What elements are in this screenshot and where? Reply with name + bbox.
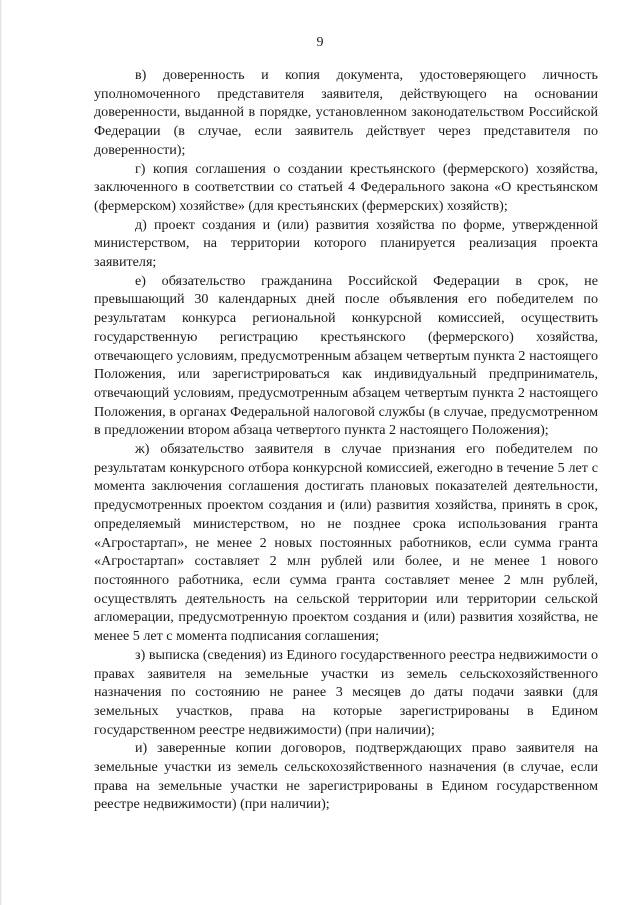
paragraph-text: обязательство гражданина Российской Федерации в срок, не превышающий 30 календарных дней после объявления его победителем по результатам конкурса региональной конкурсной комиссией, осуществить государственную регистрацию крестьянского (фермерского) хозяйства, отвечающего условиям, предусмотренным абзацем четвертым пункта 2 настоящего Положения, или зарегистрироваться как индивидуальный предприниматель, отвечающий условиям, предусмотренным абзацем четвертым пункта 2 настоящего Положения, в органах Федеральной налоговой службы (в случае, предусмотренном в предложении втором абзаца четвертого пункта 2 настоящего Положения); (94, 272, 598, 439)
paragraph-label: в) (135, 67, 147, 83)
document-body (94, 66, 598, 814)
paragraph-z (94, 646, 598, 740)
paragraph-label: з) (135, 646, 146, 663)
paragraph-label: ж) (135, 441, 150, 458)
paragraph-text: обязательство заявителя в случае признания его победителем по результатам конкурсного отбора конкурсной комиссией, ежегодно в течение 5 лет с момента заключения соглашения достигать плановых показателей деятельности, предусмотренных проектом создания и (или) развития хозяйства, принять в срок, определяемый министерством, но не позднее срока использования гранта «Агростартап», не менее 2 новых постоянных работников, если сумма гранта «Агростартап» составляет 2 млн рублей или более, и не менее 1 нового постоянного работника, если сумма гранта составляет менее 2 млн рублей, осуществлять деятельность на сельской территории или территории сельской агломерации, предусмотренную проектом создания и (или) развития хозяйства, не менее 5 лет с момента подписания соглашения; (94, 441, 598, 645)
paragraph-d (94, 216, 598, 272)
paragraph-text: заверенные копии договоров, подтверждающих право заявителя на земельные участки из земель сельскохозяйственного назначения (в случае, если права на земельные участки не зарегистрированы в Едином государственном реестре недвижимости) (при наличии); (94, 740, 598, 813)
paragraph-g (94, 160, 598, 216)
paragraph-text: выписка (сведения) из Единого государственного реестра недвижимости о правах заявителя на земельные участки из земель сельскохозяйственного назначения по состоянию не ранее 3 месяцев до даты подачи заявки (для земельных участков, права на которые зарегистрированы в Едином государственном реестре недвижимости) (при наличии); (94, 646, 598, 738)
page-number: 9 (316, 35, 324, 50)
paragraph-v (94, 66, 598, 160)
paragraph-label: е) (135, 272, 146, 289)
scan-edge (0, 0, 2, 905)
paragraph-text: проект создания и (или) развития хозяйства по форме, утвержденной министерством, на территории которого планируется реализация проекта заявителя; (94, 216, 598, 271)
paragraph-e (94, 272, 598, 440)
paragraph-label: и) (135, 740, 148, 757)
paragraph-text: копия соглашения о создании крестьянского (фермерского) хозяйства, заключенного в соответствии со статьей 4 Федерального закона «О крестьянском (фермерском) хозяйстве» (для крестьянских (фермерских) хозяйств); (94, 160, 598, 214)
paragraph-label: г) (135, 160, 146, 177)
paragraph-text: доверенность и копия документа, удостоверяющего личность уполномоченного представителя заявителя, действующего на основании доверенности, выданной в порядке, установленном законодательством Российской Федерации (в случае, если заявитель действует через представителя по доверенности); (94, 67, 598, 158)
paragraph-zh (94, 440, 598, 646)
paragraph-i (94, 739, 598, 814)
paragraph-label: д) (135, 216, 147, 233)
